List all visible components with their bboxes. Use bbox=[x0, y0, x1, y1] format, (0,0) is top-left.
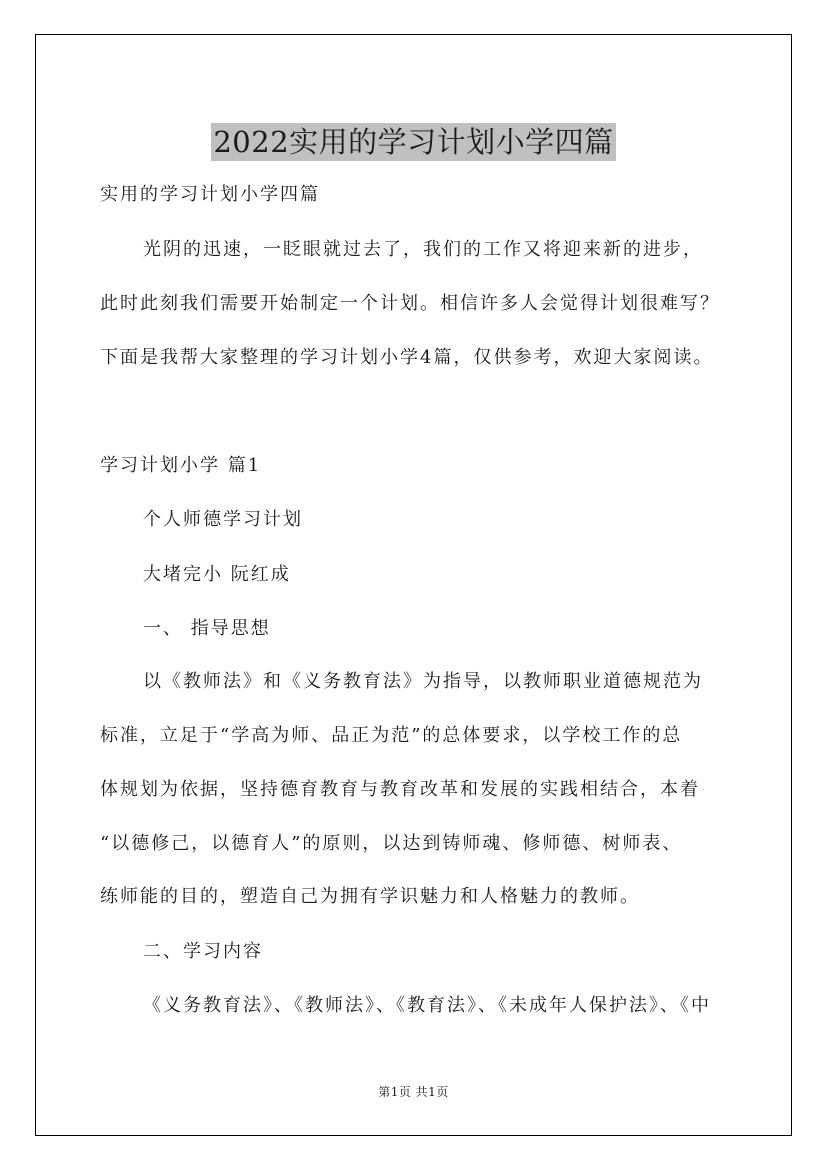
body-line-2: 标准，立足于“学高为师、品正为范”的总体要求，以学校工作的总 bbox=[100, 725, 683, 746]
body-line-1: 以《教师法》和《义务教育法》为指导，以教师职业道德规范为 bbox=[143, 671, 703, 692]
intro-line-2: 此时此刻我们需要开始制定一个计划。相信许多人会觉得计划很难写？ bbox=[100, 293, 720, 314]
page-footer: 第1页 共1页 bbox=[378, 1085, 449, 1099]
plan-title: 个人师德学习计划 bbox=[143, 509, 303, 530]
author-line: 大堵完小 阮红成 bbox=[143, 564, 291, 585]
body-line-6: 《义务教育法》、《教师法》、《教育法》、《未成年人保护法》、《中 bbox=[143, 995, 711, 1016]
heading-guiding-thought: 一、 指导思想 bbox=[143, 618, 271, 639]
subtitle-line: 实用的学习计划小学四篇 bbox=[100, 184, 320, 205]
title-container bbox=[0, 104, 827, 181]
body-line-5: 练师能的目的，塑造自己为拥有学识魅力和人格魅力的教师。 bbox=[100, 886, 640, 907]
intro-line-1: 光阴的迅速，一眨眼就过去了，我们的工作又将迎来新的进步， bbox=[143, 239, 703, 260]
body-line-3: 体规划为依据，坚持德育教育与教育改革和发展的实践相结合，本着 bbox=[100, 779, 700, 800]
body-line-4: “以德修己，以德育人”的原则，以达到铸师魂、修师德、树师表、 bbox=[100, 833, 683, 854]
heading-study-content: 二、学习内容 bbox=[143, 941, 263, 962]
intro-line-3: 下面是我帮大家整理的学习计划小学4篇，仅供参考，欢迎大家阅读。 bbox=[100, 347, 714, 368]
document-title: 2022实用的学习计划小学四篇 bbox=[213, 125, 614, 160]
section-heading: 学习计划小学 篇1 bbox=[100, 455, 262, 476]
